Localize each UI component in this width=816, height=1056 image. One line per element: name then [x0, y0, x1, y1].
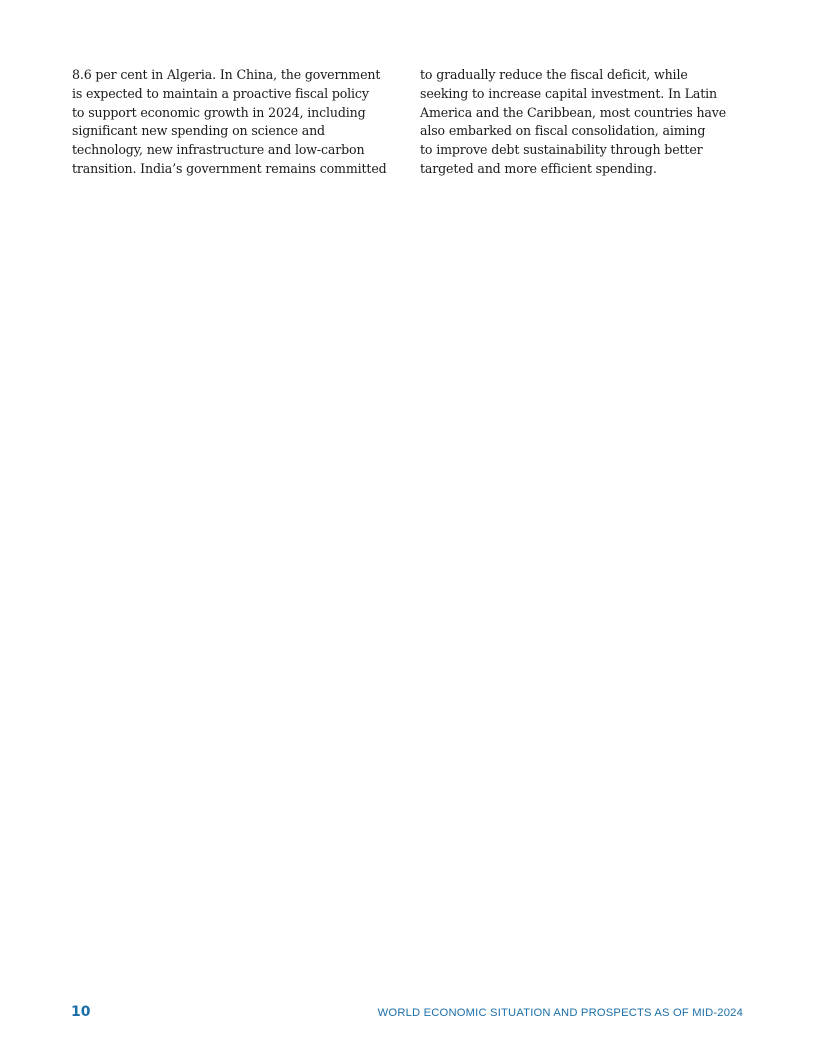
text-line: technology, new infrastructure and low-carbon	[72, 142, 365, 158]
running-footer-title: WORLD ECONOMIC SITUATION AND PROSPECTS AS OF MID-2024	[377, 1007, 743, 1019]
page-number: 10	[71, 1004, 91, 1020]
body-text-left-column	[72, 66, 408, 179]
text-line: 8.6 per cent in Algeria. In China, the government	[72, 67, 381, 82]
text-line: to support economic growth in 2024, including	[72, 104, 366, 120]
text-line: is expected to maintain a proactive fiscal policy	[72, 85, 369, 101]
text-line: America and the Caribbean, most countries have	[420, 104, 727, 120]
text-line: also embarked on fiscal consolidation, aiming	[420, 123, 706, 139]
text-line: transition. India’s government remains committed	[72, 160, 387, 176]
text-line: to improve debt sustainability through better	[420, 142, 703, 158]
body-text-right-column	[420, 66, 750, 179]
text-line: to gradually reduce the fiscal deficit, while	[420, 67, 688, 82]
text-line: significant new spending on science and	[72, 123, 325, 139]
text-line: targeted and more efficient spending.	[420, 160, 657, 176]
text-line: seeking to increase capital investment. In Latin	[420, 85, 717, 101]
